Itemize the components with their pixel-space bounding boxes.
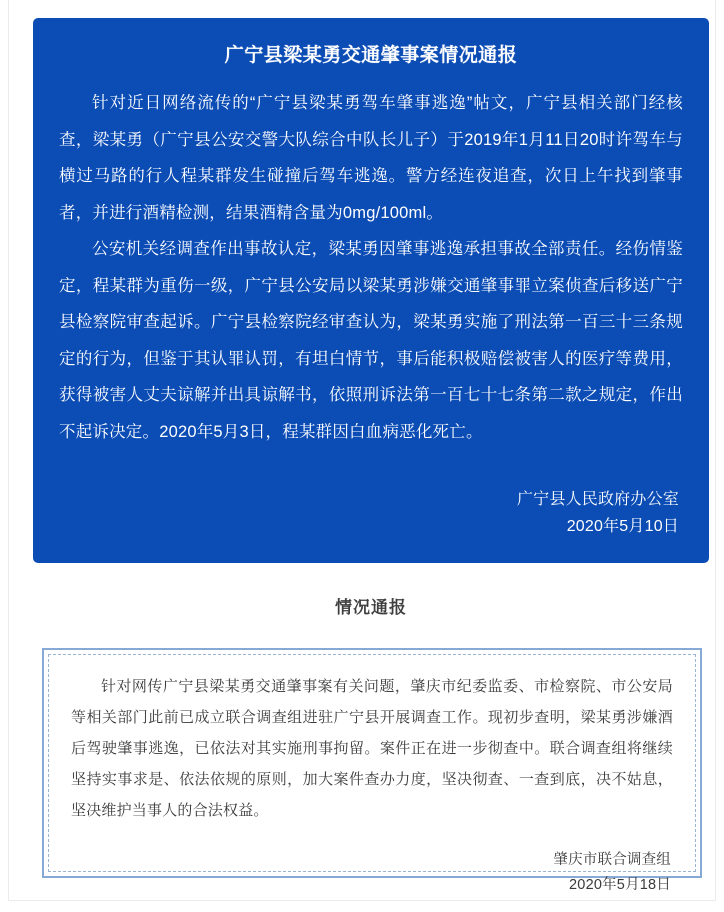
second-section-title: 情况通报 <box>335 598 407 617</box>
notice-signature <box>59 486 683 540</box>
notice-paragraph-1: 针对近日网络流传的“广宁县梁某勇驾车肇事逃逸”帖文，广宁县相关部门经核查，梁某勇（广宁县公安交警大队综合中队长儿子）于2019年1月11日20时许驾车与横过马路的行人程某群发生碰撞后驾车逃逸。警方经连夜追查，次日上午找到肇事者，并进行酒精检测，结果酒精含量为0mg/100ml。 <box>59 94 683 222</box>
investigation-notice-inner <box>48 654 696 893</box>
notice-signature-org: 广宁县人民政府办公室 <box>516 491 679 508</box>
notice-card-body <box>59 85 683 450</box>
notice-paragraph-2: 公安机关经调查作出事故认定，梁某勇因肇事逃逸承担事故全部责任。经伤情鉴定，程某群为重伤一级，广宁县公安局以梁某勇涉嫌交通肇事罪立案侦查后移送广宁县检察院审查起诉。广宁县检察院经审查认为，梁某勇实施了刑法第一百三十三条规定的行为，但鉴于其认罪认罚，有坦白情节，事后能积极赔偿被害人的医疗等费用，获得被害人丈夫谅解并出具谅解书，依照刑诉法第一百七十七条第二款之规定，作出不起诉决定。2020年5月3日，程某群因白血病恶化死亡。 <box>59 240 683 441</box>
investigation-signature-org: 肇庆市联合调查组 <box>553 852 671 868</box>
page-container <box>8 0 716 901</box>
investigation-paragraph-1: 针对网传广宁县梁某勇交通肇事案有关问题，肇庆市纪委监委、市检察院、市公安局等相关部门此前已成立联合调查组进驻广宁县开展调查工作。现初步查明，梁某勇涉嫌酒后驾驶肇事逃逸，已依法对其实施刑事拘留。案件正在进一步彻查中。联合调查组将继续坚持实事求是、依法依规的原则，加大案件查办力度，坚决彻查、一查到底，决不姑息，坚决维护当事人的合法权益。 <box>71 678 673 819</box>
second-section <box>17 575 724 893</box>
investigation-notice-card <box>42 648 702 893</box>
investigation-signature-date: 2020年5月18日 <box>569 877 671 893</box>
notice-card <box>33 18 709 563</box>
notice-signature-date: 2020年5月10日 <box>566 518 679 535</box>
notice-card-title: 广宁县梁某勇交通肇事案情况通报 <box>224 45 518 66</box>
investigation-signature <box>71 848 673 898</box>
